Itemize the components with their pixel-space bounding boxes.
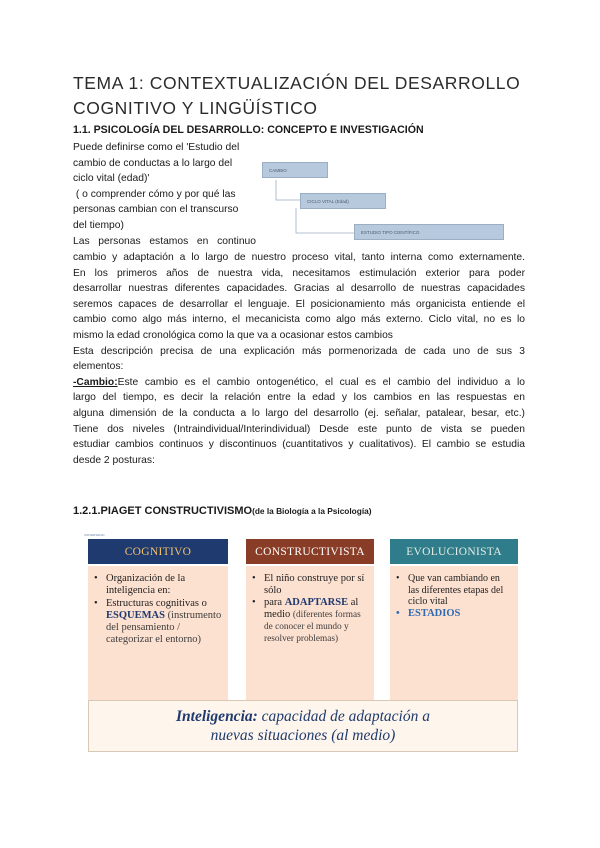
intro-line: del tiempo)	[73, 219, 124, 231]
column-list	[390, 566, 518, 620]
column-header-constructivista: CONSTRUCTIVISTA	[246, 539, 374, 564]
body-line: cambio y adaptación a lo largo de nuestro proceso vital, tanto interna como externamente.	[73, 252, 525, 263]
column-header-cognitivo: COGNITIVO	[88, 539, 228, 564]
page-title: TEMA 1: CONTEXTUALIZACIÓN DEL DESARROLLO COGNITIVO Y LINGÜÍSTICO	[73, 73, 521, 118]
column-header-evolucionista: EVOLUCIONISTA	[390, 539, 518, 564]
column-body	[88, 566, 228, 719]
body-line: Tiene dos niveles (Intraindividual/Interindividual) Desde este punto de vista se pueden	[73, 423, 525, 435]
intro-line: cambio de conductas a lo largo del	[73, 157, 233, 169]
body-line: cambio como algo más interno, el mecanicista como algo más externo. Ciclo vital, no es lo	[73, 314, 525, 326]
intro-line: ciclo vital (edad)'	[73, 173, 150, 185]
column-cognitivo	[88, 539, 228, 719]
diagram-box-ciclo-vital: CICLO VITAL (Edad)	[300, 193, 386, 209]
list-item: • Que van cambiando en las diferentes etapas del ciclo vital	[396, 573, 512, 608]
intro-paragraph	[73, 140, 256, 249]
body-line: alguna dimensión de la conducta a lo largo del desarrollo (ej. señalar, patalear, besar, etc.)	[73, 407, 525, 419]
body-paragraph	[73, 250, 525, 468]
cambio-line	[73, 375, 525, 391]
item-text: para	[264, 597, 285, 608]
body-line: seremos capaces de desarrollar el lenguaje. El posicionamiento más organicista entiende el	[73, 298, 525, 310]
intro-line: ( o comprender cómo y por qué las	[73, 188, 236, 200]
intelligence-definition	[88, 700, 518, 752]
cambio-label: -Cambio:	[73, 376, 118, 388]
body-line: Esta descripción precisa de una explicación más pormenorizada de cada uno de sus 3	[73, 345, 525, 357]
intro-line: Las personas estamos en continuo	[73, 235, 256, 247]
item-text: al medio	[264, 597, 359, 620]
cambio-text: Este cambio es el cambio ontogenético, el cual es el cambio del individuo a lo	[117, 376, 525, 388]
piaget-slide	[80, 531, 522, 758]
section-heading-piaget	[73, 505, 372, 517]
item-highlight: ADAPTARSE	[284, 597, 349, 608]
column-body	[390, 566, 518, 719]
definition-text	[163, 707, 443, 745]
list-item: • ESTADIOS	[396, 608, 512, 620]
slide-tag: UNIVERSIDAD	[84, 533, 105, 537]
definition-rest: capacidad de adaptación a nuevas situaciones (al medio)	[210, 708, 430, 744]
section-heading-1-1: 1.1. PSICOLOGÍA DEL DESARROLLO: CONCEPTO E INVESTIGACIÓN	[73, 124, 424, 136]
piaget-title: 1.2.1.PIAGET CONSTRUCTIVISMO	[73, 505, 253, 517]
item-highlight: ESQUEMAS	[106, 610, 165, 621]
item-text: (instrumento del pensamiento / categorizar el entorno)	[106, 610, 222, 645]
column-constructivista	[246, 539, 374, 719]
body-line: mismo la edad cronológica como la que va a ocasionar estos cambios	[73, 329, 393, 341]
development-diagram	[262, 156, 508, 248]
item-small-text: (diferentes formas de conocer el mundo y resolver problemas)	[264, 610, 361, 644]
body-line: elementos:	[73, 361, 124, 373]
body-line: En los primeros años de nuestra vida, necesitamos estimulación exterior para poder	[73, 267, 525, 279]
column-body	[246, 566, 374, 719]
list-item: • Organización de la inteligencia en:	[94, 573, 222, 597]
intro-line: personas cambian con el transcurso	[73, 204, 239, 216]
body-line: largo del tiempo, es decir la relación entre la edad y los cambios en las respuestas en	[73, 392, 525, 404]
column-list	[88, 566, 228, 646]
body-line: desde 2 posturas:	[73, 454, 155, 466]
body-line: desarrollar nuestras diferentes capacidades. Gracias al desarrollo de nuestras capacidades	[73, 283, 525, 295]
column-evolucionista	[390, 539, 518, 719]
list-item	[94, 598, 222, 646]
list-item: • El niño construye por sí sólo	[252, 573, 368, 597]
diagram-box-cambio: CAMBIO	[262, 162, 328, 178]
item-text: Estructuras cognitivas o	[106, 598, 207, 609]
body-line: estudiar cambios continuos y discontinuos (cuantitativos y cualitativos). El cambio se estudia	[73, 439, 525, 451]
intro-line: Puede definirse como el 'Estudio del	[73, 142, 240, 153]
diagram-box-estudio: ESTUDIO TIPO CIENTÍFICO	[354, 224, 504, 240]
column-list	[246, 566, 374, 645]
definition-label: Inteligencia:	[175, 708, 258, 725]
list-item	[252, 597, 368, 645]
piaget-subtitle: (de la Biología a la Psicología)	[252, 506, 372, 516]
